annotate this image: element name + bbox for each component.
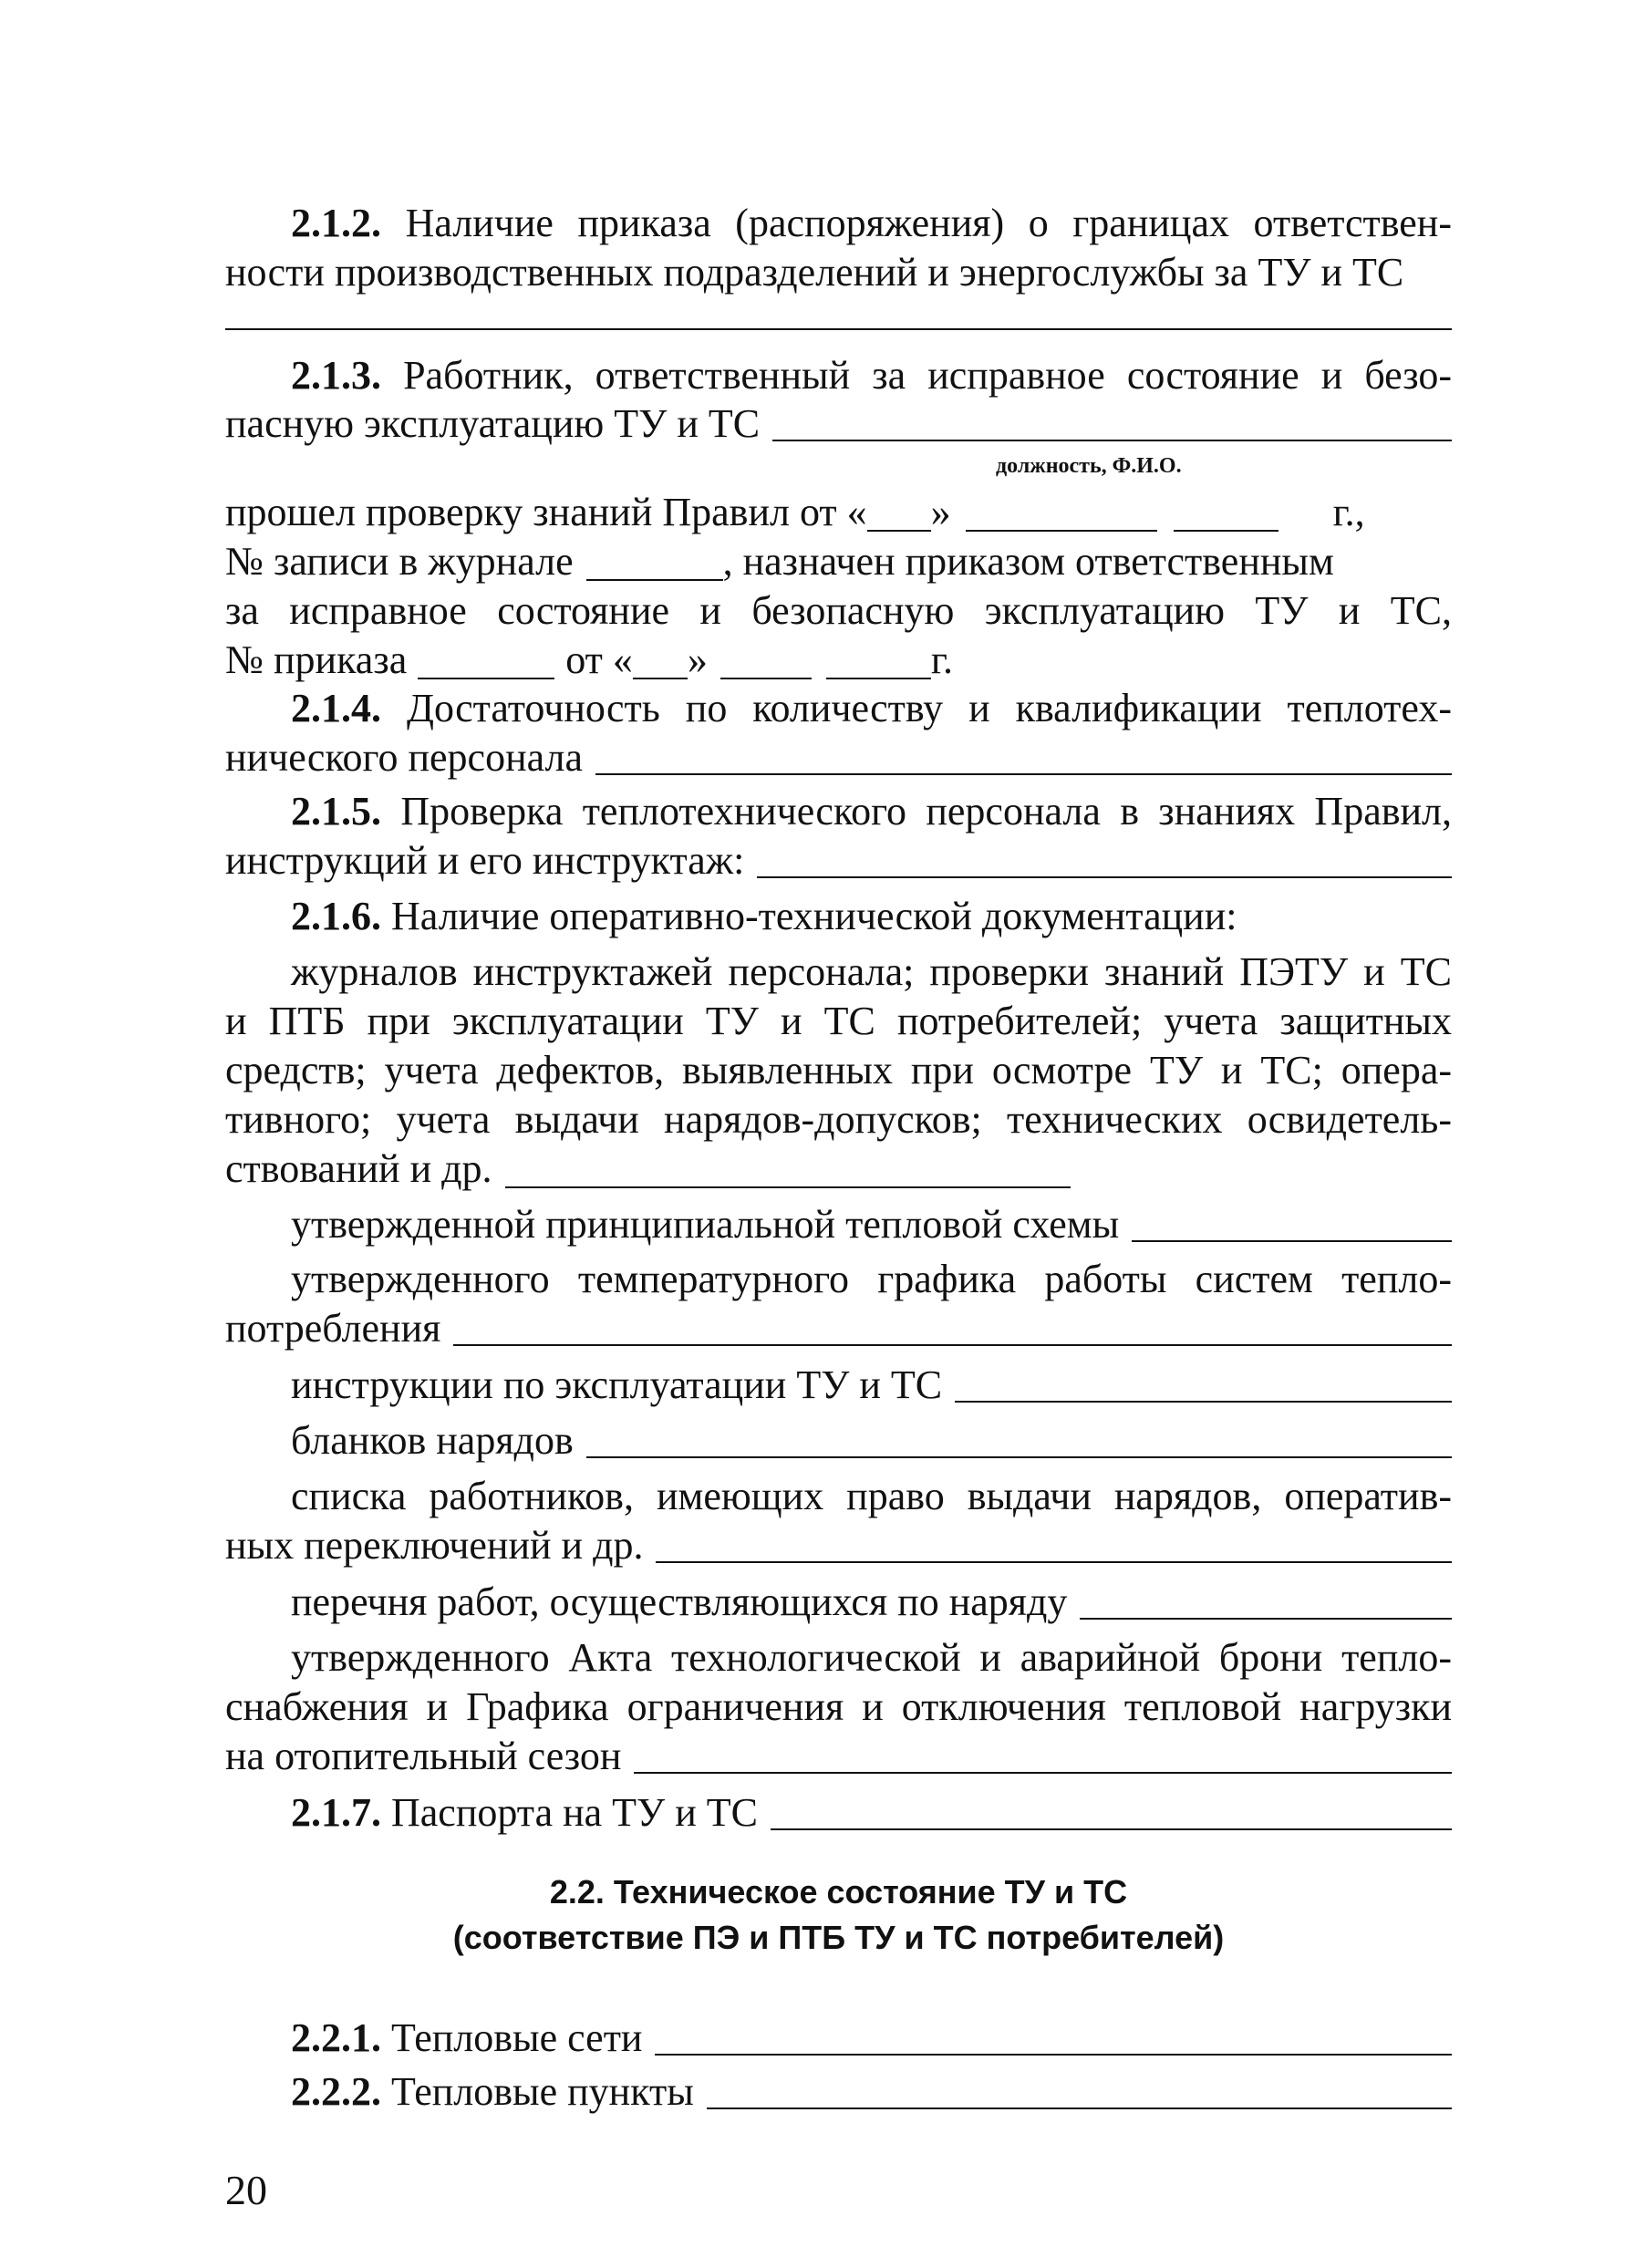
section-2-1-3-line1: 2.1.3. Работник, ответственный за исправное состояние и безо- bbox=[291, 353, 1452, 398]
section-2-2-1: 2.2.1. Тепловые сети bbox=[225, 2014, 1452, 2063]
fill-line bbox=[656, 1525, 1452, 1563]
section-number: 2.1.5. bbox=[291, 789, 381, 834]
docs-paragraph-line3: средств; учета дефектов, выявленных при осмотре ТУ и ТС; опера- bbox=[225, 1048, 1452, 1093]
doc-item-graph-line2: потребления bbox=[225, 1304, 1452, 1353]
page-number: 20 bbox=[225, 2167, 267, 2213]
fill-line bbox=[1174, 493, 1278, 532]
docs-paragraph-line4: тивного; учета выдачи нарядов-допусков; технических освидетель- bbox=[225, 1097, 1452, 1142]
doc-item-graph-line1: утвержденного температурного графика работы систем тепло- bbox=[291, 1257, 1452, 1301]
docs-paragraph-line1: журналов инструктажей персонала; проверки знаний ПЭТУ и ТС bbox=[291, 949, 1452, 994]
section-2-1-3-line5: за исправное состояние и безопасную эксплуатацию ТУ и ТС, bbox=[225, 588, 1452, 633]
section-2-1-5-line1: 2.1.5. Проверка теплотехнического персонала в знаниях Правил, bbox=[291, 789, 1452, 834]
section-heading-2-2: 2.2. Техническое состояние ТУ и ТС bbox=[549, 1873, 1128, 1911]
field-caption: должность, Ф.И.О. bbox=[996, 454, 1182, 478]
doc-item-act-line2: снабжения и Графика ограничения и отключения тепловой нагрузки bbox=[225, 1684, 1452, 1729]
fill-line bbox=[955, 1364, 1452, 1403]
fill-line bbox=[966, 493, 1157, 532]
fill-line bbox=[595, 737, 1452, 775]
fill-line bbox=[586, 543, 723, 581]
section-2-1-4-line1: 2.1.4. Достаточность по количеству и квалификации теплотех- bbox=[291, 686, 1452, 730]
section-number: 2.1.2. bbox=[291, 201, 381, 245]
doc-item-list-line1: списка работников, имеющих право выдачи нарядов, оператив- bbox=[291, 1474, 1452, 1518]
section-2-1-3-line3: прошел проверку знаний Правил от « » г., bbox=[225, 490, 1365, 534]
section-2-1-7: 2.1.7. Паспорта на ТУ и ТС bbox=[225, 1788, 1452, 1838]
section-2-1-5-line2: инструкций и его инструктаж: bbox=[225, 836, 1452, 885]
fill-line bbox=[418, 641, 554, 679]
fill-line bbox=[771, 1792, 1452, 1830]
fill-line bbox=[757, 840, 1452, 878]
section-2-2-2: 2.2.2. Тепловые пункты bbox=[225, 2067, 1452, 2117]
doc-item-scheme: утвержденной принципиальной тепловой схемы bbox=[225, 1200, 1452, 1249]
doc-item-instructions: инструкции по эксплуатации ТУ и ТС bbox=[225, 1361, 1452, 1410]
section-2-1-3-line4: № записи в журнале , назначен приказом ответственным bbox=[225, 539, 1334, 584]
fill-line bbox=[634, 1735, 1452, 1774]
docs-paragraph-line2: и ПТБ при эксплуатации ТУ и ТС потребителей; учета защитных bbox=[225, 999, 1452, 1043]
fill-line bbox=[707, 2071, 1452, 2109]
fill-line bbox=[826, 641, 931, 679]
section-number: 2.2.1. bbox=[291, 2015, 381, 2060]
section-2-1-3-line6: № приказа от « » г. bbox=[225, 637, 953, 682]
section-2-1-6-title: 2.1.6. Наличие оперативно-технической документации: bbox=[225, 892, 1452, 941]
section-2-1-4-line2: нического персонала bbox=[225, 733, 1452, 782]
fill-line bbox=[867, 493, 931, 532]
fill-line bbox=[1080, 1581, 1452, 1620]
fill-line bbox=[633, 641, 688, 679]
fill-line bbox=[586, 1420, 1452, 1458]
section-2-1-2-line2: ности производственных подразделений и энергослужбы за ТУ и ТС bbox=[225, 250, 1404, 295]
fill-line bbox=[453, 1308, 1452, 1346]
doc-item-works: перечня работ, осуществляющихся по наряду bbox=[225, 1578, 1452, 1627]
doc-item-blanks: бланков нарядов bbox=[225, 1416, 1452, 1465]
fill-line bbox=[772, 403, 1452, 441]
fill-line bbox=[655, 2017, 1452, 2056]
fill-line bbox=[505, 1150, 1071, 1188]
section-number: 2.1.6. bbox=[291, 894, 381, 938]
fill-line bbox=[1132, 1204, 1452, 1242]
section-number: 2.2.2. bbox=[291, 2069, 381, 2114]
section-heading-2-2-subtitle: (соответствие ПЭ и ПТБ ТУ и ТС потребителей) bbox=[452, 1919, 1225, 1956]
doc-item-act-line3: на отопительный сезон bbox=[225, 1732, 1452, 1781]
doc-item-list-line2: ных переключений и др. bbox=[225, 1521, 1452, 1570]
fill-line bbox=[720, 641, 812, 679]
section-number: 2.1.7. bbox=[291, 1790, 381, 1835]
doc-item-act-line1: утвержденного Акта технологической и аварийной брони тепло- bbox=[291, 1635, 1452, 1680]
docs-paragraph-line5: ствований и др. bbox=[225, 1144, 1452, 1194]
section-2-1-2-line1: 2.1.2. Наличие приказа (распоряжения) о границах ответствен- bbox=[291, 201, 1453, 245]
section-2-1-3-line2: пасную эксплуатацию ТУ и ТС bbox=[225, 399, 1452, 449]
section-number: 2.1.3. bbox=[291, 353, 381, 398]
section-number: 2.1.4. bbox=[291, 686, 381, 730]
blank-line bbox=[225, 328, 1452, 330]
